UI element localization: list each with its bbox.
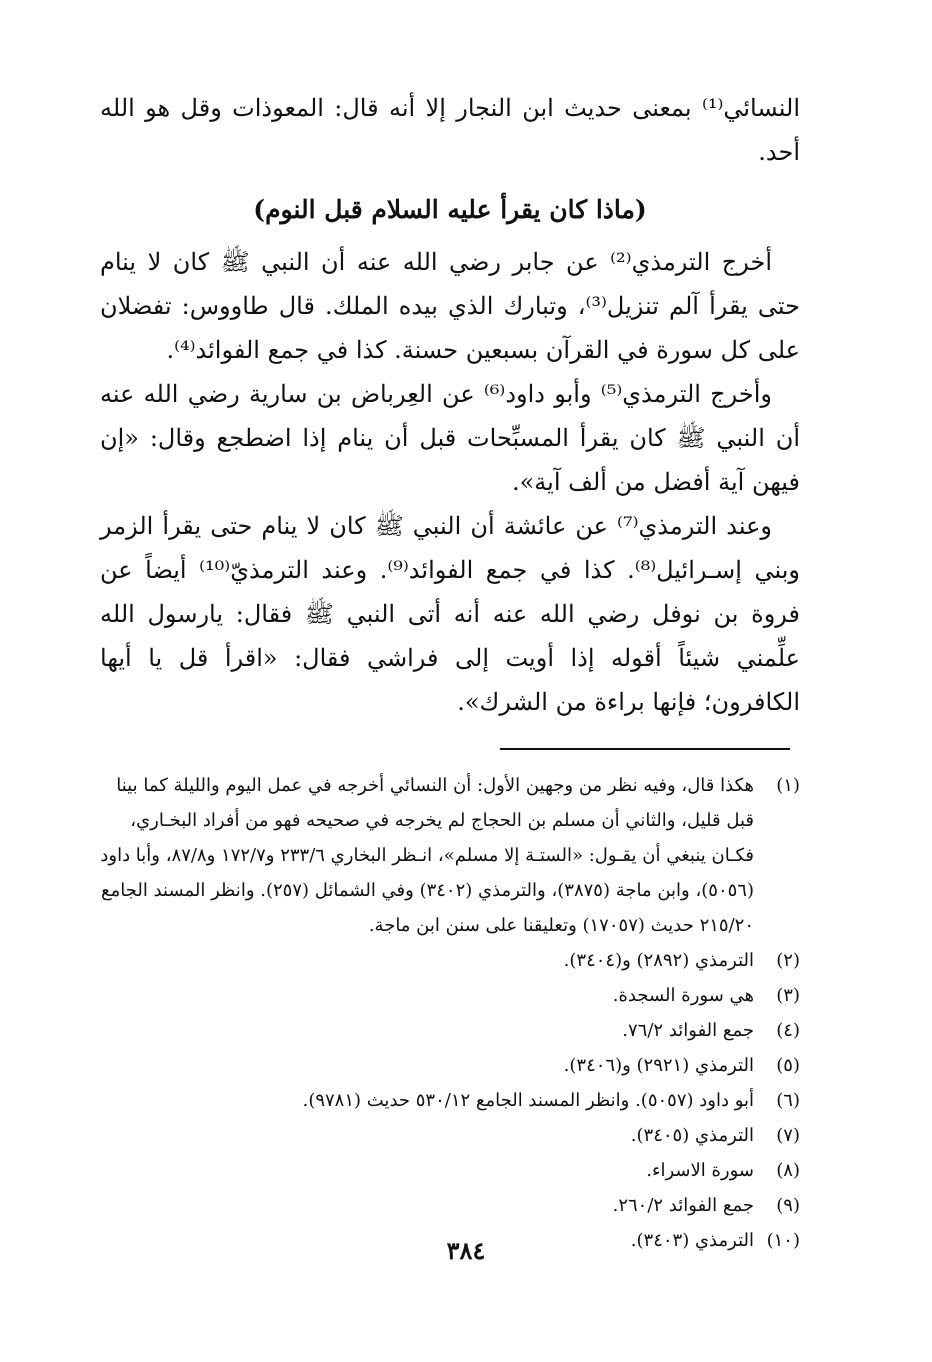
footnote-2 <box>100 943 800 978</box>
footnote-text: سورة الاسراء. <box>646 1160 754 1181</box>
footnote-7 <box>100 1118 800 1153</box>
footnote-text: الترمذي (٣٤٠٥). <box>630 1125 754 1146</box>
footnote-6 <box>100 1083 800 1118</box>
footnote-text: أبو داود (٥٠٥٧). وانظر المسند الجامع ٥٣٠/١٢ حديث (٩٧٨١). <box>302 1090 754 1111</box>
footnotes <box>100 768 800 1258</box>
footnote-number: (٩) <box>776 1195 800 1216</box>
footnote-text: جمع الفوائد ٢٦٠/٢. <box>612 1195 754 1216</box>
footnote-number: (٥) <box>776 1055 800 1076</box>
page-content <box>100 86 800 1258</box>
footnote-divider <box>500 748 790 750</box>
footnote-3 <box>100 978 800 1013</box>
main-text <box>100 86 800 724</box>
footnote-5 <box>100 1048 800 1083</box>
footnote-number: (٢) <box>776 950 800 971</box>
footnote-text: هي سورة السجدة. <box>612 985 754 1006</box>
paragraph-2: وأخرج الترمذي⁽⁵⁾ وأبو داود⁽⁶⁾ عن العِرباض بن سارية رضي الله عنه أن النبي ﷺ كان يقرأ المسبِّحات قبل أن ينام إذا اضطجع وقال: «إن فيهن آية أفضل من ألف آية». <box>100 380 800 496</box>
footnote-text: الترمذي (٢٨٩٢) و(٣٤٠٤). <box>563 950 754 971</box>
footnote-1 <box>100 768 800 943</box>
page-number: ٣٨٤ <box>446 1236 486 1265</box>
paragraph-1: أخرج الترمذي⁽²⁾ عن جابر رضي الله عنه أن النبي ﷺ كان لا ينام حتى يقرأ آلم تنزيل⁽³⁾، وتبارك الذي بيده الملك. قال طاووس: تفضلان على كل سورة في القرآن بسبعين حسنة. كذا في جمع الفوائد⁽⁴⁾. <box>100 248 800 364</box>
footnote-number: (١٠) <box>766 1230 800 1251</box>
footnote-text: جمع الفوائد ٧٦/٢. <box>622 1020 754 1041</box>
footnote-number: (١) <box>776 775 800 796</box>
footnote-number: (٦) <box>776 1090 800 1111</box>
footnote-text: الترمذي (٢٩٢١) و(٣٤٠٦). <box>563 1055 754 1076</box>
footnote-9 <box>100 1188 800 1223</box>
footnote-text: الترمذي (٣٤٠٣). <box>630 1230 754 1251</box>
footnote-8 <box>100 1153 800 1188</box>
paragraph-0: النسائي⁽¹⁾ بمعنى حديث ابن النجار إلا أنه قال: المعوذات وقل هو الله أحد. <box>100 94 800 166</box>
paragraph-3: وعند الترمذي⁽⁷⁾ عن عائشة أن النبي ﷺ كان لا ينام حتى يقرأ الزمر وبني إسـرائيل⁽⁸⁾. كذا في جمع الفوائد⁽⁹⁾. وعند الترمذيّ⁽¹⁰⁾ أيضاً عن فروة بن نوفل رضي الله عنه أنه أتى النبي ﷺ فقال: يارسول الله علِّمني شيئاً أقوله إذا أويت إلى فراشي فقال: «اقرأ قل يا أيها الكافرون؛ فإنها براءة من الشرك». <box>100 512 801 716</box>
footnote-number: (٧) <box>776 1125 800 1146</box>
footnote-number: (٣) <box>776 985 800 1006</box>
footnote-4 <box>100 1013 800 1048</box>
section-heading: (ماذا كان يقرأ عليه السلام قبل النوم) <box>253 195 647 224</box>
footnote-text: هكذا قال، وفيه نظر من وجهين الأول: أن النسائي أخرجه في عمل اليوم والليلة كما بينا قبل قليل، والثاني أن مسلم بن الحجاج لم يخرجه في صحيحه فهو من أفراد البخـاري، فكـان ينبغي أن يقـول: «الستـة إلا مسلم»، انـظر البخاري ٢٣٣/٦ و١٧٢/٧ و٨٧/٨، وأبا داود (٥٠٥٦)، وابن ماجة (٣٨٧٥)، والترمذي (٣٤٠٢) وفي الشمائل (٢٥٧). وانظر المسند الجامع ٢١٥/٢٠ حديث (١٧٠٥٧) وتعليقنا على سنن ابن ماجة. <box>100 775 754 936</box>
footnote-number: (٨) <box>776 1160 800 1181</box>
footnote-number: (٤) <box>776 1020 800 1041</box>
